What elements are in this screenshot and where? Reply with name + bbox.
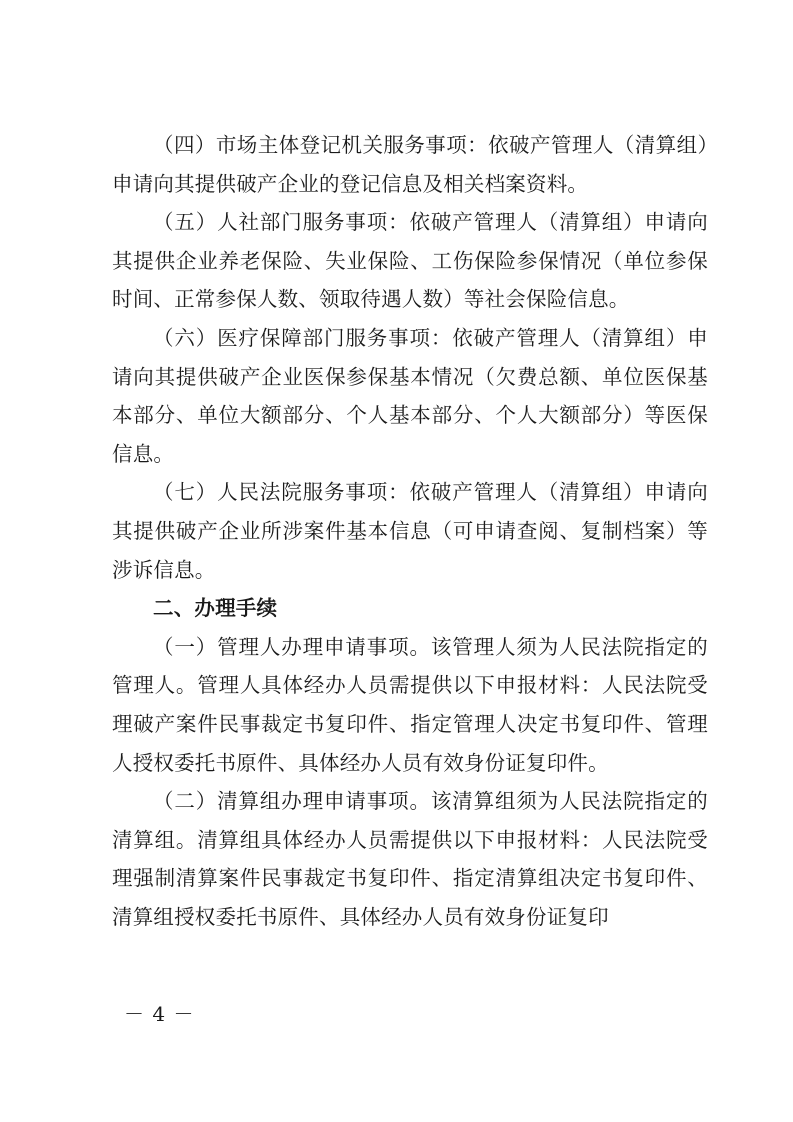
paragraph-item-4: （四）市场主体登记机关服务事项：依破产管理人（清算组）申请向其提供破产企业的登记信息及相关档案资料。 (112, 133, 708, 196)
page-number: － 4 － (124, 1002, 195, 1026)
paragraph-item-7: （七）人民法院服务事项：依破产管理人（清算组）申请向其提供破产企业所涉案件基本信息（可申请查阅、复制档案）等涉诉信息。 (112, 480, 708, 582)
paragraph-item-6: （六）医疗保障部门服务事项：依破产管理人（清算组）申请向其提供破产企业医保参保基本情况（欠费总额、单位医保基本部分、单位大额部分、个人基本部分、个人大额部分）等医保信息。 (112, 325, 708, 466)
section-heading: 二、办理手续 (153, 596, 278, 621)
paragraph-procedure-2: （二）清算组办理申请事项。该清算组须为人民法院指定的清算组。清算组具体经办人员需提供以下申报材料：人民法院受理强制清算案件民事裁定书复印件、指定清算组决定书复印件、清算组授权委托书原件、具体经办人员有效身份证复印 (112, 789, 708, 929)
paragraph-item-5: （五）人社部门服务事项：依破产管理人（清算组）申请向其提供企业养老保险、失业保险、工伤保险参保情况（单位参保时间、正常参保人数、领取待遇人数）等社会保险信息。 (112, 210, 708, 312)
paragraph-procedure-1: （一）管理人办理申请事项。该管理人须为人民法院指定的管理人。管理人具体经办人员需提供以下申报材料：人民法院受理破产案件民事裁定书复印件、指定管理人决定书复印件、管理人授权委托书原件、具体经办人员有效身份证复印件。 (112, 634, 708, 775)
document-body (112, 126, 708, 936)
